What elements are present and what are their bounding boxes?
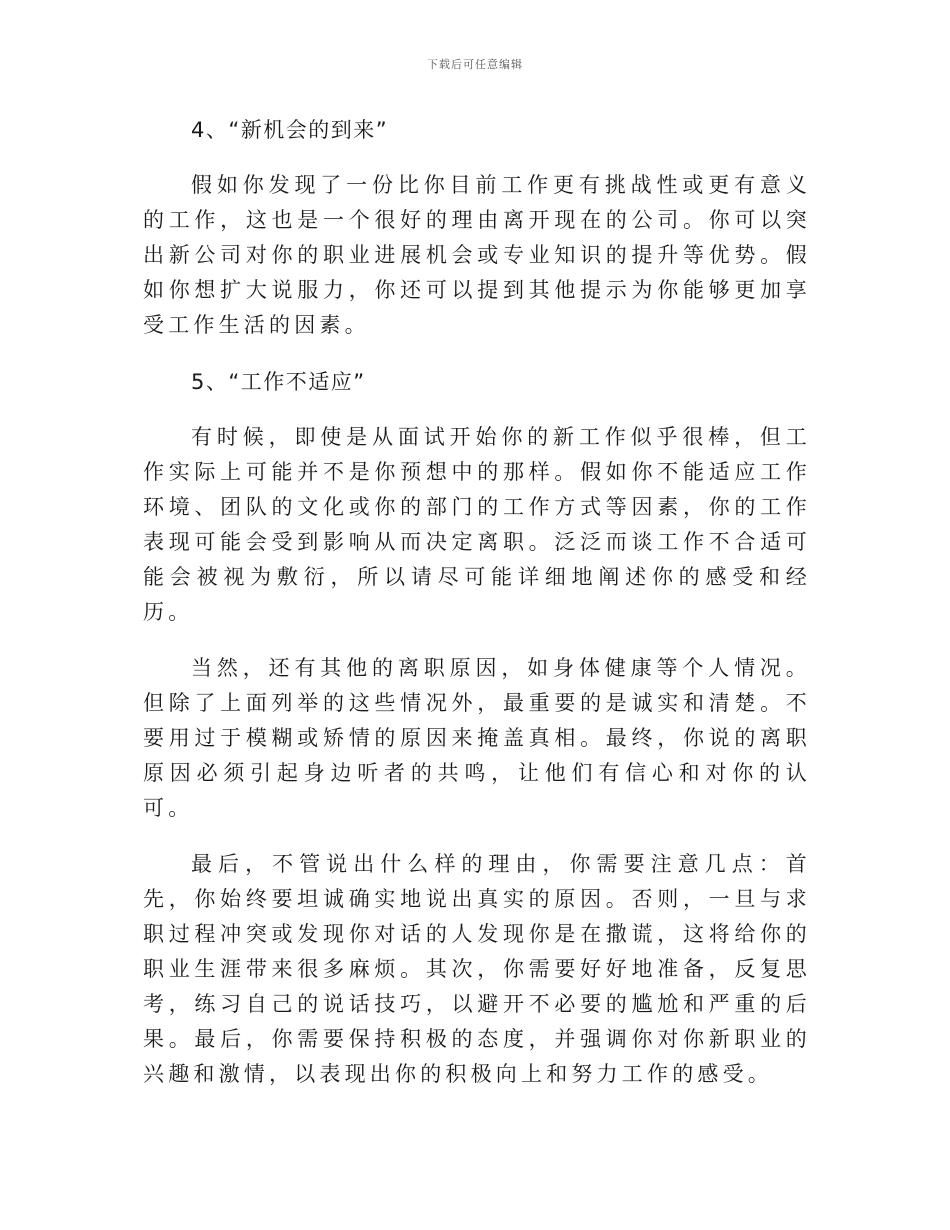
section-heading-4: 4、“新机会的到来” (191, 118, 389, 142)
section-paragraph-4: 假如你发现了一份比你目前工作更有挑战性或更有意义的工作，这也是一个很好的理由离开现在的公司。你可以突出新公司对你的职业进展机会或专业知识的提升等优势。假如你想扩大说服力，你还可以提到其他提示为你能够更加享受工作生活的因素。 (143, 173, 811, 337)
section-heading-5: 5、“工作不适应” (191, 370, 366, 394)
document-body (143, 112, 811, 1113)
closing-paragraph-other-reasons: 当然，还有其他的离职原因，如身体健康等个人情况。但除了上面列举的这些情况外，最重要的是诚实和清楚。不要用过于模糊或矫情的原因来掩盖真相。最终，你说的离职原因必须引起身边听者的共鸣，让他们有信心和对你的认可。 (143, 656, 811, 820)
page-header: 下载后可任意编辑 (427, 58, 523, 71)
closing-paragraph-final-advice: 最后，不管说出什么样的理由，你需要注意几点：首先，你始终要坦诚确实地说出真实的原因。否则，一旦与求职过程冲突或发现你对话的人发现你是在撒谎，这将给你的职业生涯带来很多麻烦。其次，你需要好好地准备，反复思考，练习自己的说话技巧，以避开不必要的尴尬和严重的后果。最后，你需要保持积极的态度，并强调你对你新职业的兴趣和激情，以表现出你的积极向上和努力工作的感受。 (143, 852, 811, 1086)
section-paragraph-5: 有时候，即使是从面试开始你的新工作似乎很棒，但工作实际上可能并不是你预想中的那样。假如你不能适应工作环境、团队的文化或你的部门的工作方式等因素，你的工作表现可能会受到影响从而决定离职。泛泛而谈工作不合适可能会被视为敷衍，所以请尽可能详细地阐述你的感受和经历。 (143, 425, 811, 624)
